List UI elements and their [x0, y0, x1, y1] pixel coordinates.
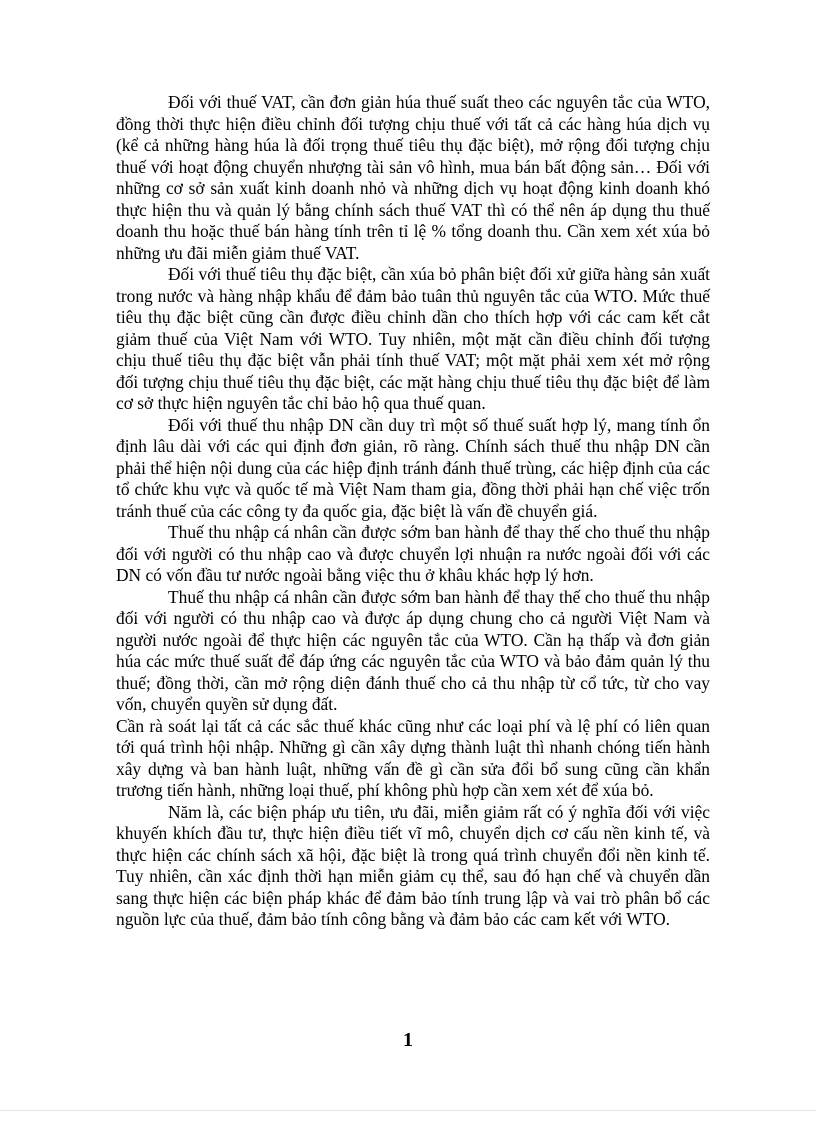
paragraph-corporate-income-tax: Đối với thuế thu nhập DN cần duy trì một số thuế suất hợp lý, mang tính ổn định lâu dài với các qui định đơn giản, rõ ràng. Chính sách thuế thu nhập DN cần phải thể hiện nội dung của các hiệp định tránh đánh thuế trùng, các hiệp định của các tổ chức khu vực và quốc tế mà Việt Nam tham gia, đồng thời phải hạn chế việc trốn tránh thuế của các công ty đa quốc gia, đặc biệt là vấn đề chuyển giá. [116, 414, 710, 521]
paragraph-personal-income-tax-2: Thuế thu nhập cá nhân cần được sớm ban hành để thay thế cho thuế thu nhập đối với người có thu nhập cao và được áp dụng chung cho cả người Việt Nam và người nước ngoài để thực hiện các nguyên tắc của WTO. Cần hạ thấp và đơn giản húa các mức thuế suất để đáp ứng các nguyên tắc của WTO và bảo đảm quản lý thu thuế; đồng thời, cần mở rộng diện đánh thuế cho cả thu nhập từ cổ tức, từ cho vay vốn, chuyển quyền sử dụng đất. [116, 586, 710, 714]
page-number: 1 [403, 1029, 413, 1051]
paragraph-other-taxes: Cần rà soát lại tất cả các sắc thuế khác cũng như các loại phí và lệ phí có liên quan tới quá trình hội nhập. Những gì cần xây dựng thành luật thì nhanh chóng tiến hành xây dựng và ban hành luật, những vấn đề gì cần sửa đổi bổ sung cũng cần khẩn trương tiến hành, những loại thuế, phí không phù hợp cần xem xét để xúa bỏ. [116, 715, 710, 800]
paragraph-personal-income-tax-1: Thuế thu nhập cá nhân cần được sớm ban hành để thay thế cho thuế thu nhập đối với người có thu nhập cao và được chuyển lợi nhuận ra nước ngoài đối với các DN có vốn đầu tư nước ngoài bằng việc thu ở khâu khác hợp lý hơn. [116, 522, 710, 585]
page-bottom-divider [0, 1110, 816, 1111]
body-text [116, 92, 710, 931]
paragraph-special-consumption-tax: Đối với thuế tiêu thụ đặc biệt, cần xúa bỏ phân biệt đối xử giữa hàng sản xuất trong nước và hàng nhập khẩu để đảm bảo tuân thủ nguyên tắc của WTO. Mức thuế tiêu thụ đặc biệt cũng cần được điều chỉnh dần cho thích hợp với các cam kết cắt giảm thuế của Việt Nam với WTO. Tuy nhiên, một mặt cần điều chỉnh đối tượng chịu thuế tiêu thụ đặc biệt vẫn phải tính thuế VAT; một mặt phải xem xét mở rộng đối tượng chịu thuế tiêu thụ đặc biệt, các mặt hàng chịu thuế tiêu thụ đặc biệt để làm cơ sở thực hiện nguyên tắc chỉ bảo hộ qua thuế quan. [116, 264, 710, 413]
paragraph-incentives: Năm là, các biện pháp ưu tiên, ưu đãi, miễn giảm rất có ý nghĩa đối với việc khuyến khích đầu tư, thực hiện điều tiết vĩ mô, chuyển dịch cơ cấu nền kinh tế, và thực hiện các chính sách xã hội, đặc biệt là trong quá trình chuyển đổi nền kinh tế. Tuy nhiên, cần xác định thời hạn miễn giảm cụ thể, sau đó hạn chế và chuyển dần sang thực hiện các biện pháp khác để đảm bảo tính trung lập và vai trò phân bổ các nguồn lực của thuế, đảm bảo tính công bằng và đảm bảo các cam kết với WTO. [116, 801, 710, 929]
paragraph-vat: Đối với thuế VAT, cần đơn giản húa thuế suất theo các nguyên tắc của WTO, đồng thời thực hiện điều chỉnh đối tượng chịu thuế với tất cả các hàng húa dịch vụ (kể cả những hàng húa là đối trọng thuế tiêu thụ đặc biệt), mở rộng đối tượng chịu thuế với hoạt động chuyển nhượng tài sản vô hình, mua bán bất động sản… Đối với những cơ sở sản xuất kinh doanh nhỏ và những dịch vụ hoạt động kinh doanh khó thực hiện thu và quản lý bằng chính sách thuế VAT thì có thể nên áp dụng thu thuế doanh thu hoặc thuế bán hàng tính trên tỉ lệ % tổng doanh thu. Cần xem xét xúa bỏ những ưu đãi miễn giảm thuế VAT. [116, 92, 710, 263]
